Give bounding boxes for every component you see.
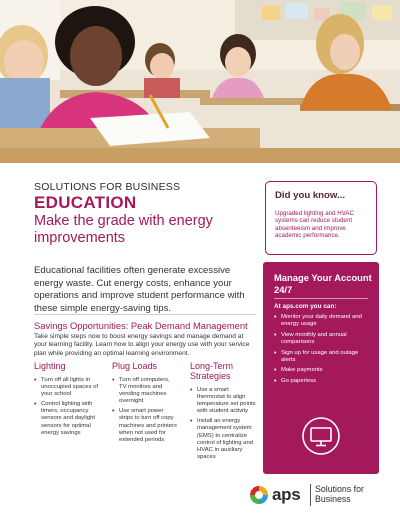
section-divider [34,314,256,315]
section-kicker: SOLUTIONS FOR BUSINESS [34,181,181,193]
account-lead: At aps.com you can: [274,303,337,310]
lighting-column [34,361,100,440]
savings-intro: Take simple steps now to boost energy savings and manage demand at your learning facility. Learn how to align your energy use with your service plan while providing an optimal learning environment. [34,333,250,357]
logo-divider [310,484,311,506]
did-you-know-title: Did you know... [275,190,345,201]
did-you-know-body: Upgraded lighting and HVAC systems can reduce student absenteeism and improve academic performance. [275,210,354,239]
list-item: • Use a smart thermostat to align temperature set points with student activity [190,387,258,415]
logo-wordmark: aps [272,485,301,504]
hero-classroom-photo [0,0,400,163]
list-item: • Use smart power strips to turn off copy machines and printers when not used for extended periods [112,408,178,443]
list-item: • Sign up for usage and outage alerts [274,350,372,364]
monitor-icon [302,417,340,455]
long-term-list [190,387,258,461]
list-item: • Go paperless [274,378,372,385]
page-title: EDUCATION [34,193,137,212]
savings-heading: Savings Opportunities: Peak Demand Management [34,320,248,331]
aps-logo-swirl-icon [248,484,270,506]
classroom-illustration [0,0,400,163]
account-feature-list [274,314,372,389]
list-item: • Control lighting with timers, occupancy sensors and daylight sensors for optimal energy savings [34,401,100,436]
panel-divider [274,298,368,299]
list-item: • Make payments [274,367,372,374]
did-you-know-box [265,181,377,255]
plug-loads-column [112,361,178,447]
list-item: • Turn off all lights in unoccupied spaces of your school [34,377,100,398]
manage-account-title: Manage Your Account 24/7 [274,272,372,295]
intro-paragraph: Educational facilities often generate excessive energy waste. Cut energy costs, enhance your operations and improve student performance with these simple energy-saving tips. [34,265,245,314]
lighting-list [34,377,100,437]
list-item: • Install an energy management system (EMS) to centralize control of lighting and HVAC in auxiliary spaces [190,418,258,461]
plug-loads-heading: Plug Loads [112,361,158,371]
page-subtitle: Make the grade with energy improvements [34,213,213,246]
lighting-heading: Lighting [34,361,66,371]
aps-logo [248,482,388,508]
list-item: • Monitor your daily demand and energy usage [274,314,372,328]
list-item: • View monthly and annual comparisons [274,332,372,346]
logo-tagline: Solutions for Business [315,484,364,505]
savings-columns [34,361,256,481]
list-item: • Turn off computers, TV monitors and vending machines overnight [112,377,178,405]
long-term-heading: Long-Term Strategies [190,361,234,381]
manage-account-panel [263,262,379,474]
long-term-column [190,361,258,464]
plug-loads-list [112,377,178,444]
